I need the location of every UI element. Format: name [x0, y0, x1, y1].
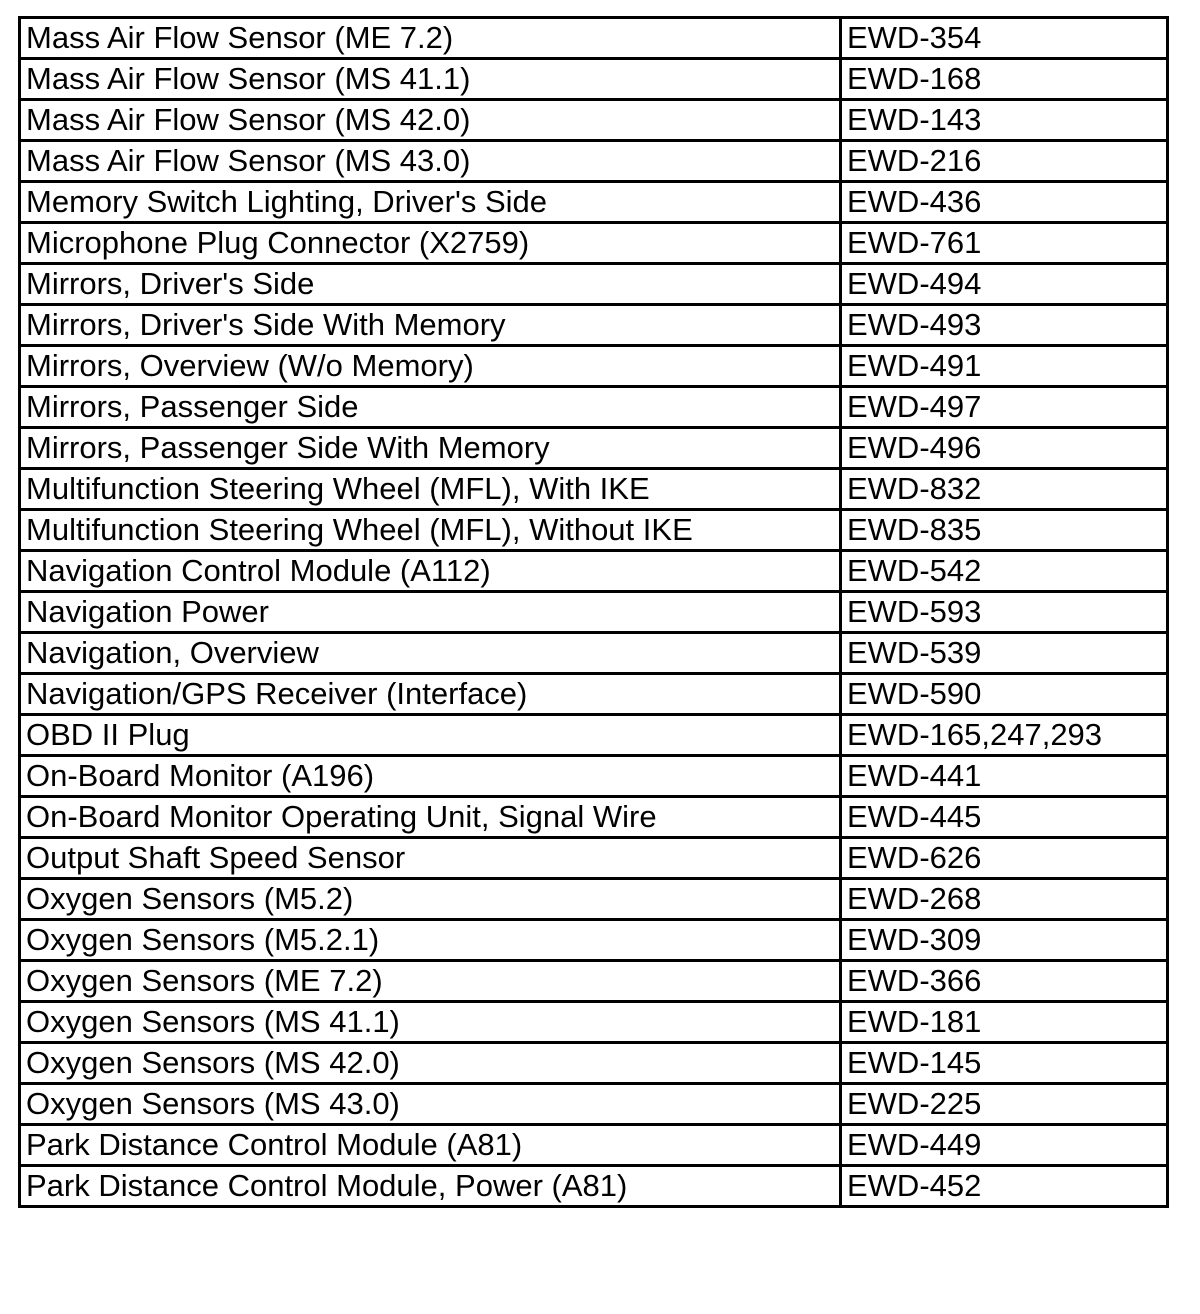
table-row: [20, 715, 1168, 756]
ewd-cell: EWD-143: [841, 100, 1168, 141]
ewd-cell: EWD-494: [841, 264, 1168, 305]
component-cell: Navigation, Overview: [20, 633, 841, 674]
ewd-cell: EWD-225: [841, 1084, 1168, 1125]
ewd-cell: EWD-761: [841, 223, 1168, 264]
table-row: [20, 428, 1168, 469]
table-row: [20, 346, 1168, 387]
table-row: [20, 18, 1168, 59]
table-row: [20, 469, 1168, 510]
ewd-cell: EWD-593: [841, 592, 1168, 633]
ewd-cell: EWD-445: [841, 797, 1168, 838]
table-row: [20, 1125, 1168, 1166]
ewd-cell: EWD-354: [841, 18, 1168, 59]
component-cell: Navigation Power: [20, 592, 841, 633]
ewd-cell: EWD-145: [841, 1043, 1168, 1084]
table-row: [20, 59, 1168, 100]
document-page: [18, 16, 1166, 1304]
component-cell: On-Board Monitor (A196): [20, 756, 841, 797]
table-row: [20, 305, 1168, 346]
component-cell: Oxygen Sensors (MS 41.1): [20, 1002, 841, 1043]
table-row: [20, 838, 1168, 879]
component-cell: Mirrors, Overview (W/o Memory): [20, 346, 841, 387]
component-cell: Mirrors, Driver's Side With Memory: [20, 305, 841, 346]
table-row: [20, 1043, 1168, 1084]
component-cell: Mirrors, Passenger Side: [20, 387, 841, 428]
table-row: [20, 1166, 1168, 1207]
component-cell: Mass Air Flow Sensor (MS 42.0): [20, 100, 841, 141]
component-cell: Park Distance Control Module (A81): [20, 1125, 841, 1166]
ewd-cell: EWD-497: [841, 387, 1168, 428]
component-cell: Oxygen Sensors (MS 43.0): [20, 1084, 841, 1125]
component-cell: Oxygen Sensors (M5.2): [20, 879, 841, 920]
ewd-cell: EWD-539: [841, 633, 1168, 674]
ewd-cell: EWD-491: [841, 346, 1168, 387]
table-row: [20, 797, 1168, 838]
component-cell: Multifunction Steering Wheel (MFL), With IKE: [20, 469, 841, 510]
ewd-cell: EWD-216: [841, 141, 1168, 182]
table-row: [20, 674, 1168, 715]
table-row: [20, 551, 1168, 592]
ewd-cell: EWD-835: [841, 510, 1168, 551]
ewd-cell: EWD-449: [841, 1125, 1168, 1166]
ewd-cell: EWD-452: [841, 1166, 1168, 1207]
table-row: [20, 141, 1168, 182]
component-cell: Multifunction Steering Wheel (MFL), Without IKE: [20, 510, 841, 551]
component-cell: Oxygen Sensors (M5.2.1): [20, 920, 841, 961]
component-cell: Memory Switch Lighting, Driver's Side: [20, 182, 841, 223]
component-cell: Oxygen Sensors (ME 7.2): [20, 961, 841, 1002]
component-cell: Mirrors, Passenger Side With Memory: [20, 428, 841, 469]
ewd-cell: EWD-309: [841, 920, 1168, 961]
component-cell: Mirrors, Driver's Side: [20, 264, 841, 305]
component-cell: Mass Air Flow Sensor (MS 43.0): [20, 141, 841, 182]
table-row: [20, 182, 1168, 223]
table-row: [20, 879, 1168, 920]
component-ewd-table: [18, 16, 1169, 1208]
ewd-cell: EWD-626: [841, 838, 1168, 879]
table-row: [20, 1002, 1168, 1043]
component-cell: Navigation/GPS Receiver (Interface): [20, 674, 841, 715]
ewd-cell: EWD-590: [841, 674, 1168, 715]
ewd-cell: EWD-436: [841, 182, 1168, 223]
table-row: [20, 592, 1168, 633]
ewd-cell: EWD-832: [841, 469, 1168, 510]
component-cell: Microphone Plug Connector (X2759): [20, 223, 841, 264]
component-cell: Mass Air Flow Sensor (ME 7.2): [20, 18, 841, 59]
table-body: [20, 18, 1168, 1207]
table-row: [20, 1084, 1168, 1125]
ewd-cell: EWD-366: [841, 961, 1168, 1002]
component-cell: Navigation Control Module (A112): [20, 551, 841, 592]
component-cell: Park Distance Control Module, Power (A81): [20, 1166, 841, 1207]
table-row: [20, 100, 1168, 141]
component-cell: Output Shaft Speed Sensor: [20, 838, 841, 879]
component-cell: Mass Air Flow Sensor (MS 41.1): [20, 59, 841, 100]
table-row: [20, 223, 1168, 264]
table-row: [20, 633, 1168, 674]
table-row: [20, 510, 1168, 551]
ewd-cell: EWD-493: [841, 305, 1168, 346]
ewd-cell: EWD-441: [841, 756, 1168, 797]
component-cell: OBD II Plug: [20, 715, 841, 756]
ewd-cell: EWD-181: [841, 1002, 1168, 1043]
component-cell: On-Board Monitor Operating Unit, Signal Wire: [20, 797, 841, 838]
table-row: [20, 756, 1168, 797]
ewd-cell: EWD-268: [841, 879, 1168, 920]
ewd-cell: EWD-496: [841, 428, 1168, 469]
component-cell: Oxygen Sensors (MS 42.0): [20, 1043, 841, 1084]
table-row: [20, 264, 1168, 305]
table-row: [20, 961, 1168, 1002]
ewd-cell: EWD-542: [841, 551, 1168, 592]
ewd-cell: EWD-165,247,293: [841, 715, 1168, 756]
ewd-cell: EWD-168: [841, 59, 1168, 100]
table-row: [20, 387, 1168, 428]
table-row: [20, 920, 1168, 961]
